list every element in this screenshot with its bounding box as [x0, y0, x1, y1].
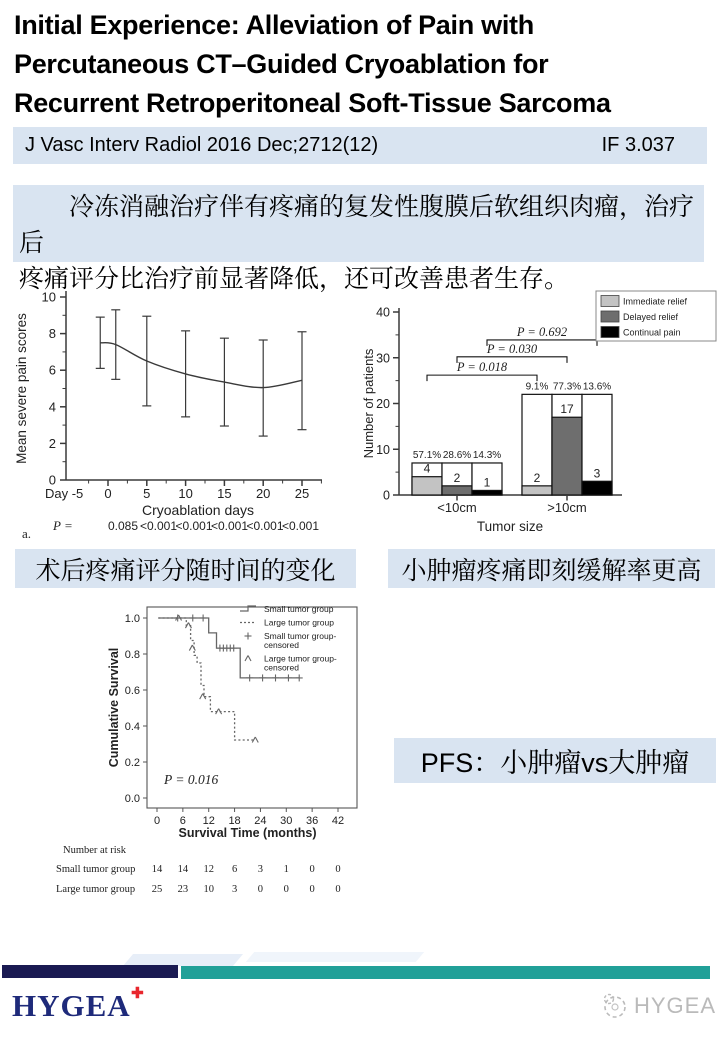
watermark-stamp-icon	[600, 992, 627, 1019]
svg-text:Small tumor group: Small tumor group	[264, 604, 334, 614]
impact-factor: IF 3.037	[601, 134, 675, 156]
svg-text:censored: censored	[264, 662, 299, 673]
svg-text:40: 40	[376, 305, 390, 320]
svg-text:12: 12	[203, 864, 214, 875]
svg-text:14: 14	[177, 864, 189, 875]
footer-bar-navy	[2, 965, 178, 978]
svg-text:3: 3	[231, 884, 238, 895]
svg-text:5: 5	[143, 486, 151, 501]
svg-text:Delayed relief: Delayed relief	[623, 312, 679, 322]
svg-text:Number of patients: Number of patients	[361, 348, 376, 459]
svg-text:P = 0.692: P = 0.692	[516, 324, 568, 339]
svg-text:77.3%: 77.3%	[552, 381, 582, 393]
page-title	[14, 6, 714, 123]
svg-text:0.6: 0.6	[124, 685, 140, 697]
svg-text:1: 1	[483, 475, 491, 490]
svg-text:25: 25	[151, 884, 163, 895]
svg-text:0: 0	[335, 864, 341, 875]
svg-text:Large tumor group: Large tumor group	[264, 617, 334, 628]
svg-text:P =: P =	[53, 518, 73, 533]
svg-text:20: 20	[255, 486, 271, 501]
svg-text:6: 6	[48, 362, 56, 378]
title-line-1: Initial Experience: Alleviation of Pain with	[14, 10, 534, 40]
svg-text:1: 1	[283, 864, 289, 875]
svg-text:Cryoablation days: Cryoablation days	[141, 502, 255, 518]
svg-text:0.085: 0.085	[107, 519, 139, 533]
caption-bar-chart: 小肿瘤疼痛即刻缓解率更高	[388, 549, 715, 588]
svg-text:Mean severe pain scores: Mean severe pain scores	[14, 313, 29, 464]
svg-text:30: 30	[280, 815, 293, 827]
svg-text:42: 42	[331, 815, 345, 827]
svg-text:0: 0	[309, 884, 315, 895]
svg-text:P = 0.018: P = 0.018	[456, 360, 508, 375]
svg-text:3: 3	[257, 864, 264, 875]
svg-text:30: 30	[376, 351, 390, 366]
watermark-text: HYGEA	[634, 992, 717, 1018]
svg-text:0: 0	[104, 486, 112, 501]
footer-bar-teal	[181, 966, 710, 979]
svg-text:0: 0	[153, 815, 161, 827]
summary-line-1: 冷冻消融治疗伴有疼痛的复发性腹膜后软组织肉瘤，治疗后	[19, 193, 695, 257]
hygea-logo	[12, 985, 145, 1024]
km-chart	[18, 596, 364, 914]
svg-text:0: 0	[335, 884, 341, 895]
svg-text:0.2: 0.2	[124, 757, 140, 769]
svg-text:17: 17	[560, 402, 574, 417]
title-line-3: Recurrent Retroperitoneal Soft-Tissue Sarcoma	[14, 88, 611, 118]
svg-text:2: 2	[533, 470, 541, 485]
svg-text:10: 10	[41, 289, 56, 305]
svg-text:<0.001: <0.001	[210, 519, 249, 533]
svg-text:13.6%: 13.6%	[582, 381, 612, 393]
logo-text: HYGEA	[12, 988, 131, 1023]
svg-text:0.0: 0.0	[124, 793, 140, 805]
summary-line-2: 疼痛评分比治疗前显著降低，还可改善患者生存。	[19, 265, 570, 293]
svg-text:<10cm: <10cm	[437, 500, 477, 515]
svg-text:23: 23	[177, 884, 189, 895]
svg-text:2: 2	[48, 435, 56, 451]
svg-text:a.: a.	[22, 526, 32, 541]
svg-text:18: 18	[228, 815, 241, 827]
svg-text:0: 0	[309, 864, 315, 875]
svg-text:1.0: 1.0	[124, 613, 140, 625]
journal-bar	[13, 127, 707, 164]
svg-text:10: 10	[203, 884, 214, 895]
svg-text:10: 10	[178, 486, 193, 501]
svg-text:Continual pain: Continual pain	[623, 327, 681, 338]
logo-cross-icon: ✚	[131, 985, 145, 1002]
svg-text:<0.001: <0.001	[139, 519, 178, 533]
svg-text:Large tumor group: Large tumor group	[56, 884, 136, 895]
svg-text:12: 12	[202, 815, 215, 827]
svg-text:14: 14	[151, 864, 163, 875]
caption-pain-chart: 术后疼痛评分随时间的变化	[15, 549, 356, 588]
svg-text:Small tumor group-: Small tumor group-	[264, 631, 337, 641]
svg-text:Large tumor group-: Large tumor group-	[264, 653, 337, 664]
caption-pfs: PFS：小肿瘤vs大肿瘤	[394, 738, 716, 783]
svg-text:36: 36	[306, 815, 319, 827]
svg-text:28.6%: 28.6%	[442, 449, 472, 461]
svg-text:P = 0.030: P = 0.030	[486, 341, 538, 356]
svg-text:4: 4	[423, 461, 431, 476]
svg-text:P = 0.016: P = 0.016	[164, 772, 219, 787]
svg-text:0: 0	[283, 884, 289, 895]
svg-text:3: 3	[593, 466, 601, 481]
pain-chart	[12, 283, 364, 549]
watermark	[600, 992, 716, 1019]
bar-chart	[360, 284, 720, 546]
svg-text:Number at risk: Number at risk	[63, 845, 126, 856]
svg-text:0.8: 0.8	[124, 649, 140, 661]
footer-decor-shape	[246, 952, 424, 962]
title-line-2: Percutaneous CT–Guided Cryoablation for	[14, 49, 549, 79]
svg-text:25: 25	[294, 486, 310, 501]
svg-text:15: 15	[217, 486, 232, 501]
svg-text:censored: censored	[264, 640, 299, 650]
svg-text:14.3%: 14.3%	[472, 449, 502, 461]
svg-text:6: 6	[231, 864, 238, 875]
svg-text:>10cm: >10cm	[547, 500, 587, 515]
svg-text:Tumor size: Tumor size	[476, 519, 544, 534]
svg-text:Day -5: Day -5	[45, 486, 84, 501]
svg-text:0: 0	[257, 884, 264, 895]
summary-box	[13, 185, 704, 293]
svg-text:Cumulative Survival: Cumulative Survival	[107, 647, 121, 768]
svg-text:24: 24	[254, 815, 267, 827]
svg-text:4: 4	[48, 399, 56, 415]
svg-text:57.1%: 57.1%	[412, 449, 442, 461]
svg-text:0: 0	[48, 472, 56, 488]
svg-text:10: 10	[376, 442, 390, 457]
svg-text:0.4: 0.4	[124, 721, 140, 733]
svg-text:<0.001: <0.001	[175, 519, 213, 533]
svg-text:Immediate relief: Immediate relief	[623, 296, 688, 307]
svg-text:Small tumor group: Small tumor group	[56, 864, 136, 875]
svg-text:0: 0	[383, 488, 390, 503]
svg-text:6: 6	[179, 815, 186, 827]
journal-citation: J Vasc Interv Radiol 2016 Dec;2712(12)	[25, 134, 379, 156]
svg-text:20: 20	[376, 397, 390, 411]
svg-text:<0.001: <0.001	[281, 519, 320, 533]
svg-text:2: 2	[453, 470, 461, 485]
svg-text:8: 8	[48, 326, 56, 342]
svg-text:9.1%: 9.1%	[525, 381, 549, 393]
svg-text:<0.001: <0.001	[246, 519, 284, 533]
svg-text:Survival Time (months): Survival Time (months)	[178, 826, 317, 840]
